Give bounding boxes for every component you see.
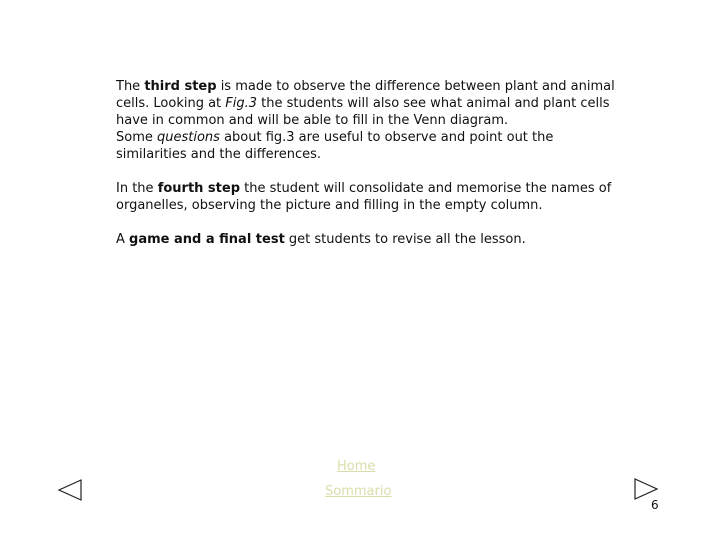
paragraph-third-step: [116, 78, 616, 129]
text-run: the students will also see what animal and plant cells have in common and will be able to fill in the Venn diagram.: [116, 96, 610, 128]
triangle-right-icon[interactable]: [633, 478, 659, 500]
page-number: 6: [651, 498, 659, 512]
text-run: get students to revise all the lesson.: [284, 232, 526, 247]
third-step-emphasis: third step: [144, 79, 217, 94]
text-run: The: [116, 79, 145, 94]
text-run: about fig.3 are useful to observe and point out the similarities and the differences.: [116, 130, 554, 162]
text-run: is made to observe the difference between plant and animal cells. Looking at: [116, 79, 615, 111]
questions-emphasis: questions: [157, 130, 220, 145]
triangle-left-icon[interactable]: [57, 479, 83, 501]
text-run: In the: [116, 181, 158, 196]
slide-text: [116, 78, 616, 265]
paragraph-fourth-step: [116, 180, 616, 214]
text-run: Some: [116, 130, 157, 145]
game-final-test-emphasis: game and a final test: [129, 232, 285, 247]
fourth-step-emphasis: fourth step: [157, 181, 241, 196]
sommario-link[interactable]: Sommario: [325, 484, 392, 499]
fig3-reference: Fig.3: [225, 96, 258, 111]
home-link[interactable]: Home: [337, 459, 376, 474]
paragraph-questions: [116, 129, 616, 163]
text-run: the student will consolidate and memorise the names of organelles, observing the picture and filling in the empty column.: [116, 181, 612, 213]
paragraph-game: [116, 231, 616, 248]
text-run: A: [116, 232, 130, 247]
